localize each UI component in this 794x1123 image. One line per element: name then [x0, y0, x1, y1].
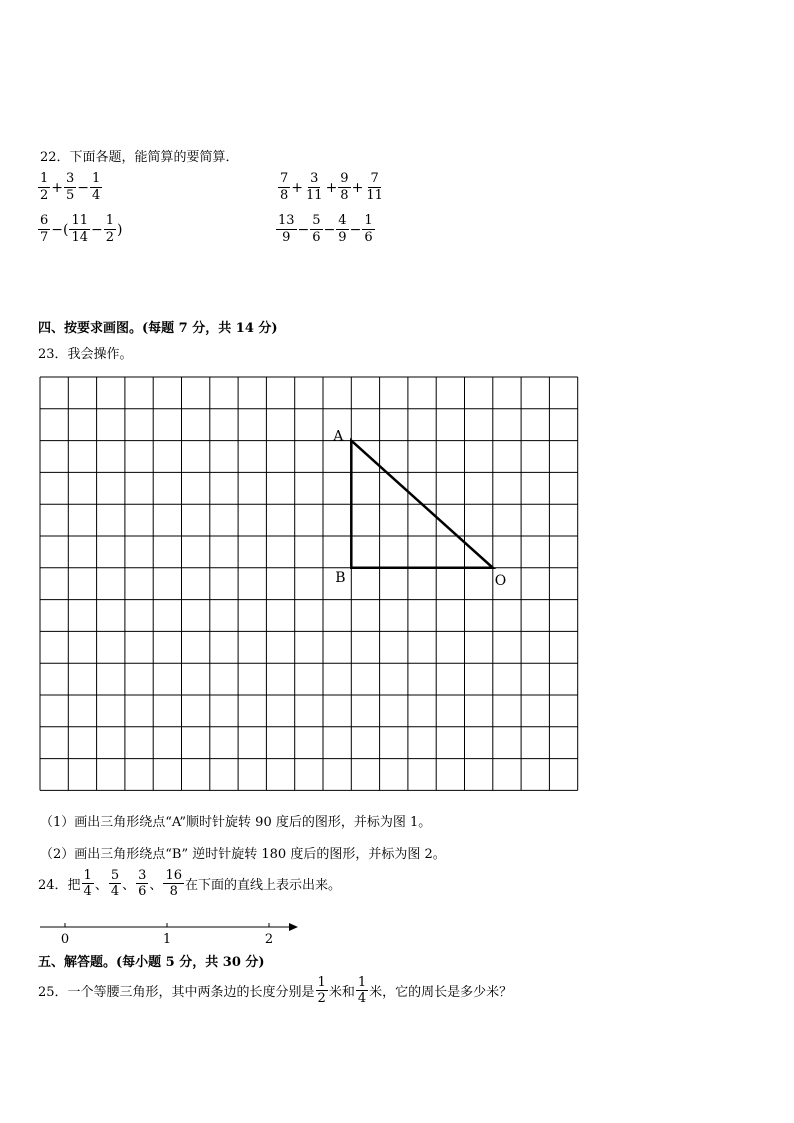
- operator: −: [349, 221, 362, 238]
- q24-suffix: 在下面的直线上表示出来。: [184, 878, 341, 893]
- q22-expr-2: [278, 172, 385, 203]
- fraction: $\frac{1}{4}$: [83, 868, 92, 899]
- operator: +: [291, 179, 304, 196]
- q22-expr-3: [38, 214, 124, 245]
- fraction: $\frac{3}{5}$: [66, 171, 75, 203]
- tick-label-0: 0: [60, 932, 70, 946]
- tick-label-1: 1: [162, 932, 172, 946]
- vertex-label-b: B: [335, 569, 346, 586]
- vertex-label-a: A: [333, 428, 344, 445]
- operator: −: [297, 221, 310, 238]
- number-line[interactable]: [38, 918, 300, 946]
- triangle-abo: [332, 429, 506, 589]
- operator: +: [325, 179, 338, 196]
- operator: ): [117, 221, 123, 238]
- fraction: $\frac{1}{2}$: [40, 171, 49, 203]
- fraction: $\frac{1}{2}$: [317, 975, 326, 1006]
- q23-title: 23．我会操作。: [38, 347, 133, 362]
- vertex-label-o: O: [494, 572, 507, 589]
- q23-task-1: （1）画出三角形绕点“A”顺时针旋转 90 度后的图形，并标为图 1。: [40, 815, 432, 830]
- operator: −: [323, 221, 336, 238]
- fraction: $\frac{5}{6}$: [312, 213, 321, 245]
- section-4-heading: 四、按要求画图。(每题 7 分，共 14 分): [38, 321, 278, 336]
- operator: +: [351, 179, 364, 196]
- fraction: $\frac{16}{8}$: [165, 868, 182, 899]
- q24-prompt: [38, 868, 341, 899]
- q25-suffix: 米，它的周长是多少米？: [369, 985, 513, 1000]
- separator: 、: [149, 878, 163, 893]
- drawing-grid[interactable]: [39, 376, 581, 794]
- q22-expr-1: [38, 172, 102, 203]
- fraction: $\frac{13}{9}$: [278, 213, 295, 245]
- q22-title: 22．下面各题，能简算的要简算．: [40, 150, 239, 165]
- fraction: $\frac{4}{9}$: [338, 213, 347, 245]
- number-line-arrow: [289, 923, 298, 931]
- q25-prompt: [38, 975, 512, 1006]
- q25-prefix: 25．一个等腰三角形，其中两条边的长度分别是: [38, 985, 315, 1000]
- tick-label-2: 2: [264, 932, 274, 946]
- q25-mid: 米和: [328, 985, 355, 1000]
- section-5-heading: 五、解答题。(每小题 5 分，共 30 分): [38, 955, 265, 970]
- separator: 、: [94, 878, 108, 893]
- fraction: $\frac{1}{2}$: [105, 213, 115, 245]
- fraction: $\frac{6}{7}$: [40, 213, 49, 245]
- fraction: $\frac{1}{4}$: [92, 171, 101, 203]
- fraction: $\frac{3}{6}$: [138, 868, 147, 899]
- separator: 、: [122, 878, 136, 893]
- operator: +: [51, 179, 64, 196]
- operator: −: [91, 221, 103, 238]
- fraction: $\frac{7}{11}$: [366, 171, 383, 203]
- q23-task-2: （2）画出三角形绕点“B” 逆时针旋转 180 度后的图形，并标为图 2。: [40, 847, 446, 862]
- q24-prefix: 24．把: [38, 878, 81, 893]
- fraction: $\frac{3}{11}$: [306, 171, 323, 203]
- fraction: $\frac{7}{8}$: [280, 171, 289, 203]
- q22-expr-4: [276, 214, 375, 245]
- fraction: $\frac{1}{4}$: [357, 975, 367, 1006]
- fraction: $\frac{1}{6}$: [364, 213, 373, 245]
- operator: −: [77, 179, 90, 196]
- fraction: $\frac{9}{8}$: [340, 171, 349, 203]
- fraction: $\frac{11}{14}$: [71, 213, 89, 245]
- fraction: $\frac{5}{4}$: [110, 868, 120, 899]
- operator: −(: [51, 221, 69, 238]
